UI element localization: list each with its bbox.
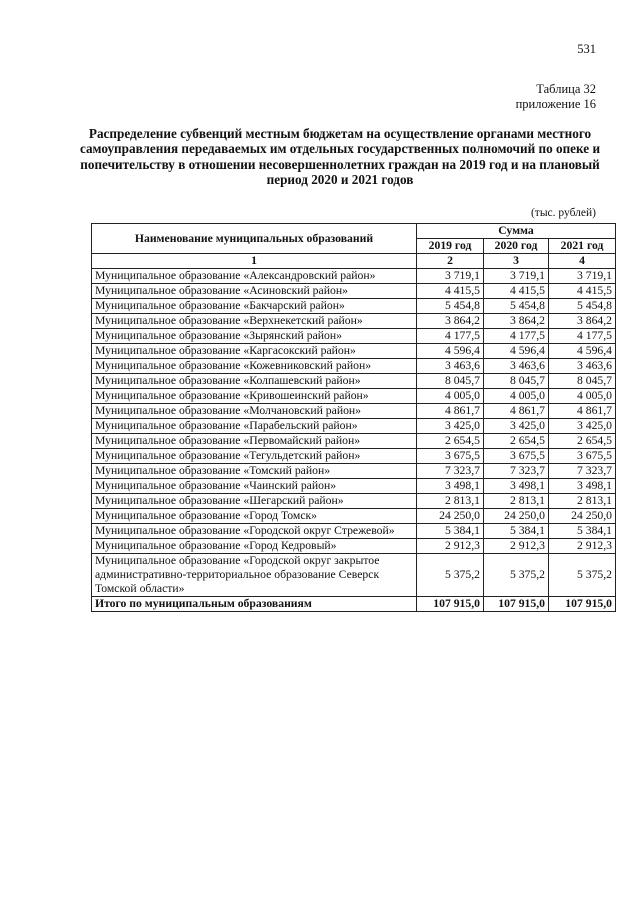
subvention-table xyxy=(91,223,616,612)
table-row xyxy=(92,284,616,299)
value-2020: 2 912,3 xyxy=(484,539,549,554)
value-2020: 5 384,1 xyxy=(484,524,549,539)
value-2021: 3 675,5 xyxy=(549,449,616,464)
table-row xyxy=(92,494,616,509)
value-2020: 7 323,7 xyxy=(484,464,549,479)
value-2019: 3 425,0 xyxy=(417,419,484,434)
table-row xyxy=(92,374,616,389)
value-2021: 4 177,5 xyxy=(549,329,616,344)
table-row xyxy=(92,509,616,524)
table-row xyxy=(92,554,616,597)
value-2019: 5 375,2 xyxy=(417,554,484,597)
municipality-name: Муниципальное образование «Кожевниковский район» xyxy=(92,359,417,374)
municipality-name: Муниципальное образование «Тегульдетский район» xyxy=(92,449,417,464)
value-2020: 3 463,6 xyxy=(484,359,549,374)
unit-label: (тыс. рублей) xyxy=(530,207,596,219)
table-row xyxy=(92,389,616,404)
table-row xyxy=(92,434,616,449)
page-number: 531 xyxy=(577,42,596,56)
value-2020: 3 719,1 xyxy=(484,269,549,284)
value-2019: 3 719,1 xyxy=(417,269,484,284)
value-2019: 3 675,5 xyxy=(417,449,484,464)
value-2020: 4 177,5 xyxy=(484,329,549,344)
value-2021: 7 323,7 xyxy=(549,464,616,479)
value-2019: 2 813,1 xyxy=(417,494,484,509)
table-row xyxy=(92,359,616,374)
municipality-name: Муниципальное образование «Городской округ закрытое административно-территориальное образование Северск Томской области» xyxy=(92,554,417,597)
header-sum: Сумма xyxy=(417,224,616,239)
value-2019: 3 864,2 xyxy=(417,314,484,329)
value-2020: 2 654,5 xyxy=(484,434,549,449)
appendix-label: приложение 16 xyxy=(515,97,596,111)
value-2019: 5 454,8 xyxy=(417,299,484,314)
value-2021: 3 425,0 xyxy=(549,419,616,434)
municipality-name: Муниципальное образование «Томский район» xyxy=(92,464,417,479)
total-row xyxy=(92,597,616,612)
header-year-2020: 2020 год xyxy=(484,239,549,254)
value-2019: 2 912,3 xyxy=(417,539,484,554)
value-2021: 2 654,5 xyxy=(549,434,616,449)
value-2021: 4 415,5 xyxy=(549,284,616,299)
total-label: Итого по муниципальным образованиям xyxy=(92,597,417,612)
value-2020: 4 861,7 xyxy=(484,404,549,419)
table-row xyxy=(92,269,616,284)
value-2020: 24 250,0 xyxy=(484,509,549,524)
value-2020: 5 454,8 xyxy=(484,299,549,314)
municipality-name: Муниципальное образование «Верхнекетский район» xyxy=(92,314,417,329)
value-2021: 3 498,1 xyxy=(549,479,616,494)
table-row xyxy=(92,314,616,329)
value-2020: 3 864,2 xyxy=(484,314,549,329)
col-number-4: 4 xyxy=(549,254,616,269)
value-2020: 3 425,0 xyxy=(484,419,549,434)
value-2019: 4 177,5 xyxy=(417,329,484,344)
table-row xyxy=(92,479,616,494)
table-row xyxy=(92,299,616,314)
total-2021: 107 915,0 xyxy=(549,597,616,612)
value-2020: 5 375,2 xyxy=(484,554,549,597)
value-2021: 2 912,3 xyxy=(549,539,616,554)
municipality-name: Муниципальное образование «Парабельский район» xyxy=(92,419,417,434)
total-2019: 107 915,0 xyxy=(417,597,484,612)
value-2019: 3 498,1 xyxy=(417,479,484,494)
header-year-2021: 2021 год xyxy=(549,239,616,254)
value-2021: 24 250,0 xyxy=(549,509,616,524)
municipality-name: Муниципальное образование «Александровский район» xyxy=(92,269,417,284)
value-2019: 4 596,4 xyxy=(417,344,484,359)
value-2019: 24 250,0 xyxy=(417,509,484,524)
table-row xyxy=(92,329,616,344)
value-2019: 4 005,0 xyxy=(417,389,484,404)
value-2019: 3 463,6 xyxy=(417,359,484,374)
municipality-name: Муниципальное образование «Асиновский район» xyxy=(92,284,417,299)
value-2020: 3 675,5 xyxy=(484,449,549,464)
value-2020: 4 596,4 xyxy=(484,344,549,359)
value-2021: 4 005,0 xyxy=(549,389,616,404)
table-number: Таблица 32 xyxy=(536,82,596,96)
value-2021: 8 045,7 xyxy=(549,374,616,389)
total-2020: 107 915,0 xyxy=(484,597,549,612)
table-row xyxy=(92,464,616,479)
value-2021: 5 454,8 xyxy=(549,299,616,314)
table-row xyxy=(92,419,616,434)
value-2020: 4 415,5 xyxy=(484,284,549,299)
col-number-1: 1 xyxy=(92,254,417,269)
municipality-name: Муниципальное образование «Каргасокский район» xyxy=(92,344,417,359)
table-row xyxy=(92,449,616,464)
value-2019: 4 415,5 xyxy=(417,284,484,299)
value-2021: 5 384,1 xyxy=(549,524,616,539)
value-2019: 5 384,1 xyxy=(417,524,484,539)
value-2021: 2 813,1 xyxy=(549,494,616,509)
table-caption xyxy=(516,82,596,112)
value-2019: 2 654,5 xyxy=(417,434,484,449)
municipality-name: Муниципальное образование «Колпашевский район» xyxy=(92,374,417,389)
value-2020: 4 005,0 xyxy=(484,389,549,404)
value-2019: 8 045,7 xyxy=(417,374,484,389)
municipality-name: Муниципальное образование «Бакчарский район» xyxy=(92,299,417,314)
value-2021: 4 861,7 xyxy=(549,404,616,419)
document-title: Распределение субвенций местным бюджетам на осуществление органами местного самоуправления передаваемых им отдельных государственных полномочий по опеке и попечительству в отношении несовершеннолетних граждан на 2019 год и на плановый период 2020 и 2021 годов xyxy=(79,126,601,188)
value-2021: 3 719,1 xyxy=(549,269,616,284)
municipality-name: Муниципальное образование «Кривошеинский район» xyxy=(92,389,417,404)
col-number-3: 3 xyxy=(484,254,549,269)
municipality-name: Муниципальное образование «Первомайский район» xyxy=(92,434,417,449)
value-2021: 3 463,6 xyxy=(549,359,616,374)
municipality-name: Муниципальное образование «Чаинский район» xyxy=(92,479,417,494)
header-year-2019: 2019 год xyxy=(417,239,484,254)
table-row xyxy=(92,524,616,539)
municipality-name: Муниципальное образование «Город Томск» xyxy=(92,509,417,524)
municipality-name: Муниципальное образование «Городской округ Стрежевой» xyxy=(92,524,417,539)
municipality-name: Муниципальное образование «Город Кедровый» xyxy=(92,539,417,554)
header-name: Наименование муниципальных образований xyxy=(92,224,417,254)
table-body xyxy=(92,269,616,597)
col-number-2: 2 xyxy=(417,254,484,269)
value-2019: 4 861,7 xyxy=(417,404,484,419)
table-row xyxy=(92,344,616,359)
value-2020: 2 813,1 xyxy=(484,494,549,509)
value-2019: 7 323,7 xyxy=(417,464,484,479)
municipality-name: Муниципальное образование «Зырянский район» xyxy=(92,329,417,344)
table-row xyxy=(92,404,616,419)
value-2021: 5 375,2 xyxy=(549,554,616,597)
table-row xyxy=(92,539,616,554)
municipality-name: Муниципальное образование «Молчановский район» xyxy=(92,404,417,419)
value-2021: 3 864,2 xyxy=(549,314,616,329)
value-2020: 8 045,7 xyxy=(484,374,549,389)
municipality-name: Муниципальное образование «Шегарский район» xyxy=(92,494,417,509)
value-2020: 3 498,1 xyxy=(484,479,549,494)
value-2021: 4 596,4 xyxy=(549,344,616,359)
